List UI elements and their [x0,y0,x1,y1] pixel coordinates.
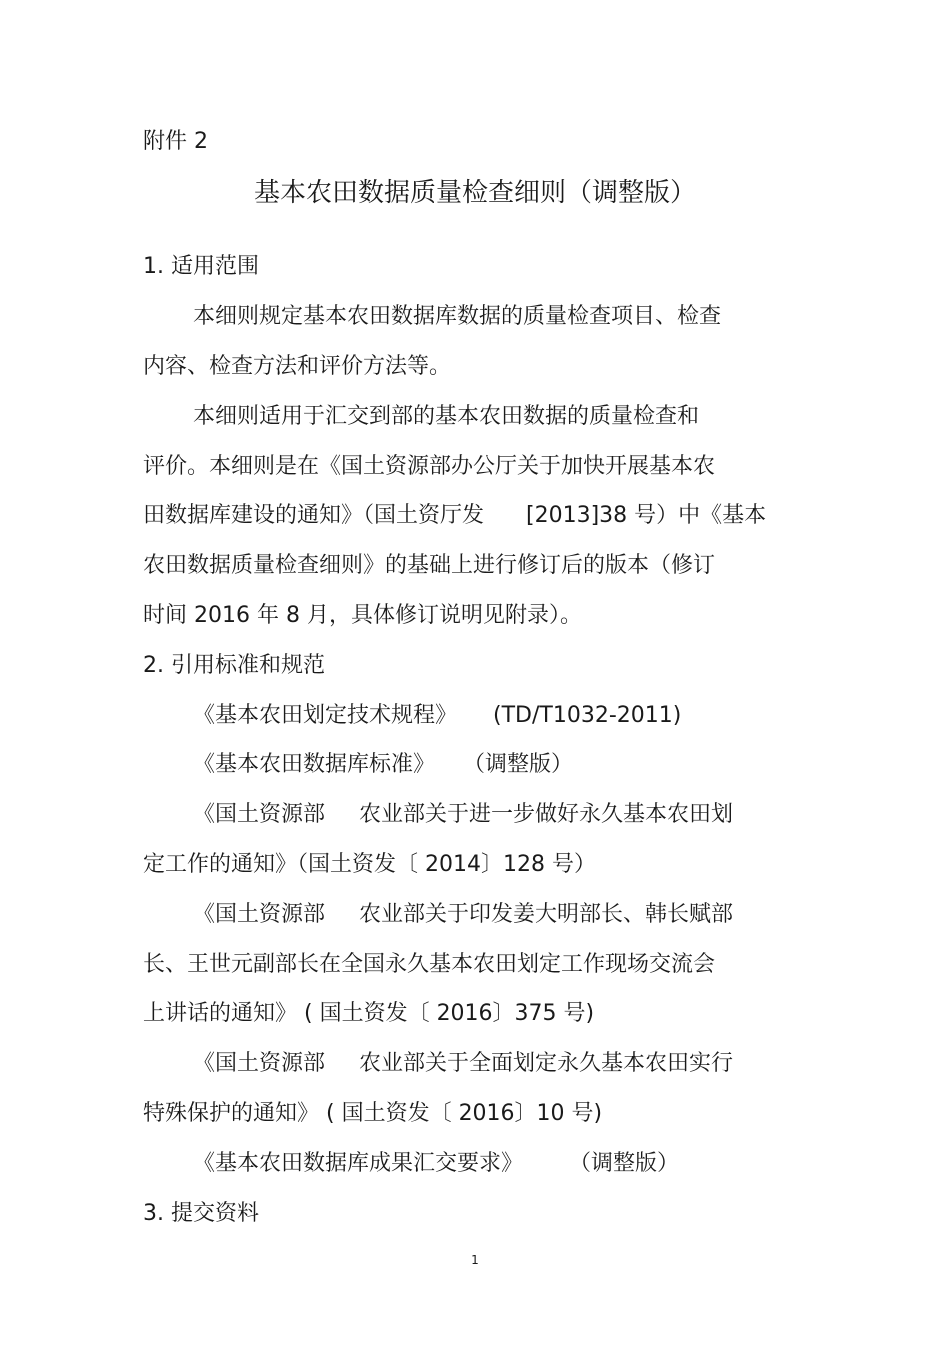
section1-para1-line2: 内容、检查方法和评价方法等。 [143,354,452,379]
reference-1-name: 《基本农田划定技术规程》 [193,703,458,728]
reference-4-part-b: 农业部关于印发姜大明部长、韩长赋部 [359,902,734,927]
section3-heading: 3. 提交资料 [143,1201,259,1226]
reference-1-code: (TD/T1032-2011) [493,703,682,728]
reference-5-line1 [193,1049,733,1079]
section1-para2-line3b: [2013]38 号）中《基本 [526,503,767,528]
section1-para2-line3a: 田数据库建设的通知》（国土资厅发 [143,503,485,528]
reference-5-line2: 特殊保护的通知》 ( 国土资发〔 2016〕10 号) [143,1101,603,1126]
section2-heading: 2. 引用标准和规范 [143,653,325,678]
section1-para2-line4: 农田数据质量检查细则》的基础上进行修订后的版本（修订 [143,553,716,578]
reference-2-name: 《基本农田数据库标准》 [193,752,436,777]
reference-5-part-a: 《国土资源部 [193,1051,326,1076]
reference-5-part-b: 农业部关于全面划定永久基本农田实行 [359,1051,734,1076]
reference-3-part-b: 农业部关于进一步做好永久基本农田划 [359,802,734,827]
reference-1 [193,701,681,731]
reference-3-line1 [193,800,733,830]
reference-3-part-a: 《国土资源部 [193,802,326,827]
reference-3-line2: 定工作的通知》（国土资发〔 2014〕128 号） [143,852,596,877]
section1-para2-line3 [143,501,766,531]
section1-para2-line2: 评价。本细则是在《国土资源部办公厅关于加快开展基本农 [143,454,716,479]
section1-heading: 1. 适用范围 [143,254,259,279]
reference-6 [193,1149,679,1179]
reference-4-line2: 长、王世元副部长在全国永久基本农田划定工作现场交流会 [143,952,716,977]
reference-4-line3: 上讲话的通知》 ( 国土资发〔 2016〕375 号) [143,1001,595,1026]
section1-para1-line1: 本细则规定基本农田数据库数据的质量检查项目、检查 [193,304,722,329]
section1-para2-line1: 本细则适用于汇交到部的基本农田数据的质量检查和 [193,404,700,429]
section1-para2-line5: 时间 2016 年 8 月，具体修订说明见附录）。 [143,603,582,628]
reference-6-name: 《基本农田数据库成果汇交要求》 [193,1151,524,1176]
reference-4-part-a: 《国土资源部 [193,902,326,927]
page-number: 1 [471,1253,479,1267]
reference-4-line1 [193,900,733,930]
reference-2 [193,750,573,780]
document-title: 基本农田数据质量检查细则（调整版） [253,178,696,208]
reference-6-code: （调整版） [569,1151,680,1176]
attachment-label: 附件 2 [143,129,208,154]
reference-2-code: （调整版） [463,752,574,777]
